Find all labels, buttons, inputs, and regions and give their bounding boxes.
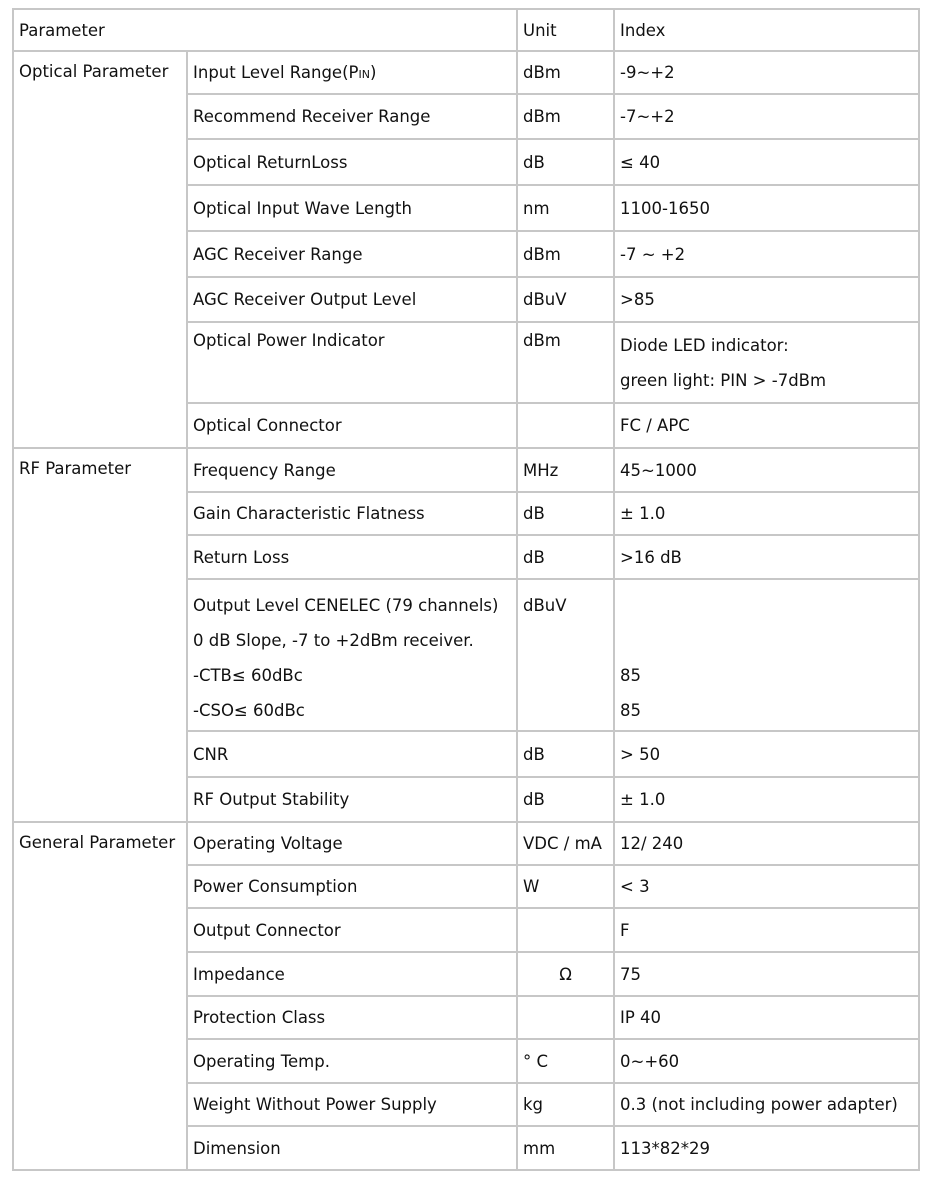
- unit-cell: VDC / mA: [517, 822, 614, 865]
- index-cell: 113*82*29: [614, 1126, 919, 1170]
- table-row: [13, 448, 919, 492]
- param-cell: [187, 579, 517, 731]
- unit-cell: mm: [517, 1126, 614, 1170]
- param-cell: RF Output Stability: [187, 777, 517, 822]
- unit-cell: dBm: [517, 322, 614, 403]
- index-cell: ≤ 40: [614, 139, 919, 185]
- index-cell: 45~1000: [614, 448, 919, 492]
- spec-table: [12, 8, 920, 1171]
- unit-cell: dBm: [517, 94, 614, 139]
- unit-cell: ° C: [517, 1039, 614, 1083]
- param-cell: Gain Characteristic Flatness: [187, 492, 517, 535]
- param-cell: Optical Input Wave Length: [187, 185, 517, 231]
- unit-cell: nm: [517, 185, 614, 231]
- unit-cell: kg: [517, 1083, 614, 1126]
- index-cell: -7~+2: [614, 94, 919, 139]
- table-row: [13, 822, 919, 865]
- param-line: Output Level CENELEC (79 channels): [193, 596, 499, 615]
- param-cell: Recommend Receiver Range: [187, 94, 517, 139]
- param-subscript: IN: [358, 68, 370, 81]
- index-cell: 0.3 (not including power adapter): [614, 1083, 919, 1126]
- param-line: -CSO≤ 60dBc: [193, 701, 305, 720]
- index-cell: 1100-1650: [614, 185, 919, 231]
- param-cell: Frequency Range: [187, 448, 517, 492]
- unit-cell: [517, 579, 614, 731]
- index-cell: F: [614, 908, 919, 952]
- param-text: Input Level Range(P: [193, 63, 359, 82]
- index-cell: -7 ~ +2: [614, 231, 919, 277]
- unit-cell: [517, 996, 614, 1039]
- unit-cell: dB: [517, 731, 614, 777]
- param-cell: [187, 51, 517, 94]
- section-rf-title: RF Parameter: [13, 448, 187, 822]
- param-cell: CNR: [187, 731, 517, 777]
- index-cell: IP 40: [614, 996, 919, 1039]
- unit-cell: MHz: [517, 448, 614, 492]
- index-cell: 75: [614, 952, 919, 996]
- index-line: 85: [620, 666, 641, 685]
- index-cell: 12/ 240: [614, 822, 919, 865]
- unit-cell: [517, 403, 614, 448]
- param-cell: Operating Voltage: [187, 822, 517, 865]
- index-line: 85: [620, 701, 641, 720]
- param-cell: Dimension: [187, 1126, 517, 1170]
- index-line: [620, 623, 918, 658]
- unit-cell: dB: [517, 492, 614, 535]
- unit-cell: dB: [517, 535, 614, 579]
- index-cell: [614, 322, 919, 403]
- param-line: -CTB≤ 60dBc: [193, 666, 303, 685]
- section-optical-title: Optical Parameter: [13, 51, 187, 448]
- unit-cell: W: [517, 865, 614, 908]
- header-index: Index: [614, 9, 919, 51]
- unit-cell: dBuV: [517, 277, 614, 322]
- index-cell: -9~+2: [614, 51, 919, 94]
- param-cell: Return Loss: [187, 535, 517, 579]
- unit-cell: dB: [517, 139, 614, 185]
- index-cell: >85: [614, 277, 919, 322]
- param-cell: Optical ReturnLoss: [187, 139, 517, 185]
- unit-cell: [517, 908, 614, 952]
- header-parameter: Parameter: [13, 9, 517, 51]
- index-cell: ± 1.0: [614, 777, 919, 822]
- header-unit: Unit: [517, 9, 614, 51]
- param-cell: Operating Temp.: [187, 1039, 517, 1083]
- index-cell: >16 dB: [614, 535, 919, 579]
- param-line: 0 dB Slope, -7 to +2dBm receiver.: [193, 631, 474, 650]
- index-cell: ± 1.0: [614, 492, 919, 535]
- param-cell: Output Connector: [187, 908, 517, 952]
- param-tail: ): [369, 63, 377, 82]
- param-cell: Protection Class: [187, 996, 517, 1039]
- index-cell: > 50: [614, 731, 919, 777]
- index-cell: [614, 579, 919, 731]
- index-line: [620, 588, 918, 623]
- index-cell: 0~+60: [614, 1039, 919, 1083]
- param-cell: Power Consumption: [187, 865, 517, 908]
- param-cell: AGC Receiver Output Level: [187, 277, 517, 322]
- unit-cell: dB: [517, 777, 614, 822]
- header-row: [13, 9, 919, 51]
- unit-cell: Ω: [517, 952, 614, 996]
- table-row: [13, 51, 919, 94]
- index-cell: < 3: [614, 865, 919, 908]
- unit-line: dBuV: [523, 596, 567, 615]
- param-cell: Impedance: [187, 952, 517, 996]
- index-line: Diode LED indicator:: [620, 335, 789, 355]
- section-general-title: General Parameter: [13, 822, 187, 1170]
- param-cell: AGC Receiver Range: [187, 231, 517, 277]
- unit-cell: dBm: [517, 51, 614, 94]
- param-cell: Weight Without Power Supply: [187, 1083, 517, 1126]
- param-cell: Optical Power Indicator: [187, 322, 517, 403]
- param-cell: Optical Connector: [187, 403, 517, 448]
- index-cell: FC / APC: [614, 403, 919, 448]
- unit-cell: dBm: [517, 231, 614, 277]
- index-line: green light: PIN > -7dBm: [620, 370, 827, 390]
